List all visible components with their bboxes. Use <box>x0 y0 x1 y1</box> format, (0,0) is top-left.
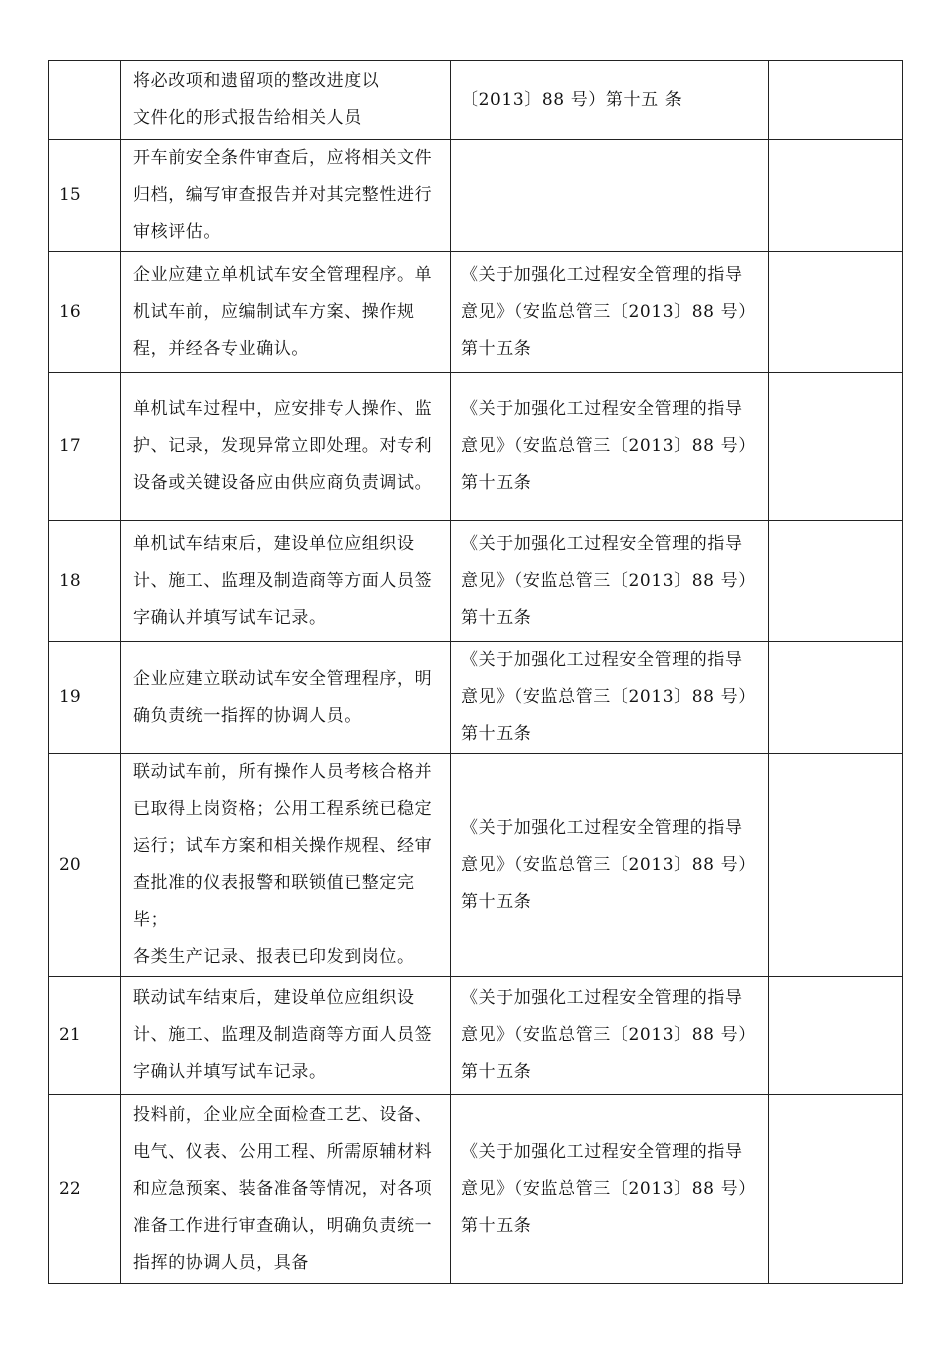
basis-cell <box>451 977 769 1095</box>
requirement-text: 单机试车过程中，应安排专人操作、监护、记录，发现异常立即处理。对专利设备或关键设备应由供应商负责调试。 <box>133 399 433 493</box>
basis-text: 《关于加强化工过程安全管理的指导意见》（安监总管三〔2013〕88 号）第十五条 <box>461 650 756 744</box>
note-cell <box>769 140 903 252</box>
basis-cell <box>451 61 769 140</box>
safety-review-table <box>48 60 903 1284</box>
table-row <box>49 642 903 754</box>
requirement-text: 单机试车结束后，建设单位应组织设计、施工、监理及制造商等方面人员签字确认并填写试车记录。 <box>133 533 433 628</box>
basis-cell <box>451 754 769 977</box>
table-row <box>49 373 903 521</box>
row-number: 19 <box>49 642 121 754</box>
requirement-cell <box>121 252 451 373</box>
basis-text: 《关于加强化工过程安全管理的指导意见》（安监总管三〔2013〕88 号）第十五条 <box>461 533 756 628</box>
table-row <box>49 140 903 252</box>
basis-cell <box>451 252 769 373</box>
note-cell <box>769 61 903 140</box>
basis-cell <box>451 521 769 642</box>
basis-cell <box>451 642 769 754</box>
table-row <box>49 521 903 642</box>
note-cell <box>769 521 903 642</box>
basis-cell <box>451 373 769 521</box>
table-row <box>49 977 903 1095</box>
basis-text: 《关于加强化工过程安全管理的指导意见》（安监总管三〔2013〕88 号）第十五条 <box>461 399 756 493</box>
requirement-text: 企业应建立单机试车安全管理程序。单机试车前，应编制试车方案、操作规程，并经各专业确认。 <box>133 264 433 359</box>
basis-cell <box>451 140 769 252</box>
row-number: 17 <box>49 373 121 521</box>
requirement-cell <box>121 521 451 642</box>
basis-text: 〔2013〕88 号）第十五 条 <box>461 89 683 110</box>
basis-text: 《关于加强化工过程安全管理的指导意见》（安监总管三〔2013〕88 号）第十五条 <box>461 817 756 912</box>
table-row <box>49 61 903 140</box>
table-row <box>49 754 903 977</box>
note-cell <box>769 642 903 754</box>
requirement-text: 联动试车结束后，建设单位应组织设计、施工、监理及制造商等方面人员签字确认并填写试车记录。 <box>133 988 433 1082</box>
note-cell <box>769 754 903 977</box>
note-cell <box>769 373 903 521</box>
row-number: 22 <box>49 1095 121 1284</box>
requirement-cell <box>121 977 451 1095</box>
requirement-text: 将必改项和遗留项的整改进度以 文件化的形式报告给相关人员 <box>133 71 380 128</box>
row-number <box>49 61 121 140</box>
basis-cell <box>451 1095 769 1284</box>
requirement-text: 企业应建立联动试车安全管理程序，明确负责统一指挥的协调人员。 <box>133 668 433 726</box>
note-cell <box>769 1095 903 1284</box>
table-row <box>49 252 903 373</box>
row-number: 18 <box>49 521 121 642</box>
requirement-text: 投料前，企业应全面检查工艺、设备、电气、仪表、公用工程、所需原辅材料和应急预案、装备准备等情况，对各项准备工作进行审查确认，明确负责统一指挥的协调人员，具备 <box>133 1104 433 1273</box>
requirement-cell <box>121 1095 451 1284</box>
requirement-cell <box>121 140 451 252</box>
basis-text: 《关于加强化工过程安全管理的指导意见》（安监总管三〔2013〕88 号）第十五条 <box>461 988 756 1082</box>
table-row <box>49 1095 903 1284</box>
row-number: 21 <box>49 977 121 1095</box>
requirement-cell <box>121 754 451 977</box>
requirement-cell <box>121 61 451 140</box>
row-number: 20 <box>49 754 121 977</box>
basis-text: 《关于加强化工过程安全管理的指导意见》（安监总管三〔2013〕88 号）第十五条 <box>461 1141 756 1236</box>
requirement-cell <box>121 373 451 521</box>
note-cell <box>769 252 903 373</box>
requirement-text: 联动试车前，所有操作人员考核合格并已取得上岗资格；公用工程系统已稳定运行；试车方案和相关操作规程、经审查批准的仪表报警和联锁值已整定完毕； 各类生产记录、报表已印发到岗位。 <box>133 762 433 967</box>
requirement-cell <box>121 642 451 754</box>
row-number: 15 <box>49 140 121 252</box>
requirement-text: 开车前安全条件审查后，应将相关文件归档，编写审查报告并对其完整性进行审核评估。 <box>133 148 433 242</box>
note-cell <box>769 977 903 1095</box>
row-number: 16 <box>49 252 121 373</box>
basis-text: 《关于加强化工过程安全管理的指导意见》（安监总管三〔2013〕88 号）第十五条 <box>461 264 756 359</box>
